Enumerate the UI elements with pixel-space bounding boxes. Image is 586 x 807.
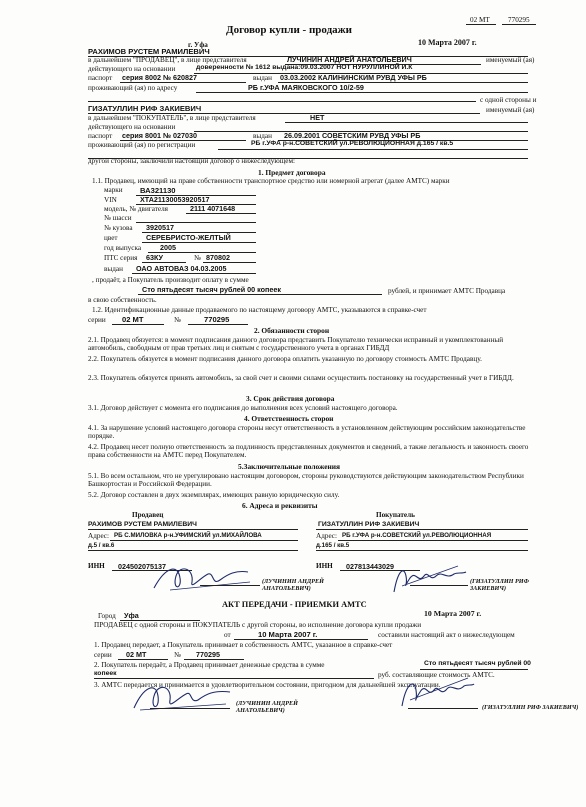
seller-name: РАХИМОВ РУСТЕМ РАМИЛЕВИЧ: [88, 47, 210, 56]
top-number: 770295: [508, 16, 530, 24]
model-engine-label: модель, № двигателя: [104, 205, 168, 213]
buyer-inn: 027813443029: [346, 562, 394, 571]
section-5-heading: 5.Заключительные положения: [238, 462, 341, 471]
contract-date: 10 Марта 2007 г.: [418, 38, 477, 47]
pts-series: 63КУ: [146, 253, 164, 262]
seller-sig-caption-2: АНАТОЛЬЕВИЧ): [262, 585, 311, 592]
clause-1-2: 1.2. Идентификационные данные продаваемого по настоящему договору АМТС, указываются в справке-счет: [92, 306, 427, 314]
act-number: 770295: [196, 650, 220, 659]
act-seller-signature-icon: [130, 676, 240, 716]
car-engine: 2111 4071648: [190, 204, 236, 213]
act-from-label: от: [224, 631, 231, 639]
seller-inn-label: ИНН: [88, 562, 105, 570]
act-city-label: Город: [98, 612, 116, 620]
sig-seller-addr-1: РБ С.МИЛОВКА р-н.УФИМСКИЙ ул.МИХАЙЛОВА: [114, 532, 262, 539]
buyer-named-text: в дальнейшем "ПОКУПАТЕЛЬ", в лице представителя: [88, 114, 256, 122]
sig-buyer-addr-2: д.165 / кв.5: [316, 542, 350, 549]
passport-label-2: паспорт: [88, 132, 113, 140]
passport-label: паспорт: [88, 74, 113, 82]
cert-number: 770295: [204, 315, 230, 324]
city-label: г. Уфа: [188, 41, 208, 49]
seller-column-title: Продавец: [132, 511, 164, 519]
act-title: АКТ ПЕРЕДАЧИ - ПРИЕМКИ АМТС: [222, 600, 367, 609]
buyer-imenuemy-label: именуемый (ая): [486, 106, 535, 114]
act-series: 02 МТ: [126, 650, 147, 659]
cert-number-label: №: [174, 316, 181, 324]
clause-1-1: 1.1. Продавец, имеющий на праве собственности транспортное средство или номерной агрегат (далее АМТС) марки: [92, 177, 450, 185]
act-clause-2: 2. Покупатель передаёт, а Продавец принимает денежные средства в сумме: [94, 661, 325, 669]
section-6-heading: 6. Адреса и реквизиты: [242, 501, 318, 510]
buyer-column-title: Покупатель: [376, 511, 415, 519]
act-header-date: 10 Марта 2007 г.: [424, 609, 482, 618]
buyer-passport: серия 8001 № 027030: [122, 131, 197, 140]
pts-issued-label: выдан: [104, 265, 123, 273]
act-clause-1: 1. Продавец передает, а Покупатель принимает в собственность АМТС, указанное в справке-счет: [94, 641, 393, 649]
cert-series-label: серии: [88, 316, 106, 324]
pts-number: 870802: [206, 253, 230, 262]
act-kopeks: копеек: [94, 670, 117, 677]
car-body: 3920517: [146, 223, 174, 232]
seller-sig-caption-1: (ЛУЧИНИН АНДРЕЙ: [262, 578, 324, 585]
section-4-heading: 4. Ответственность сторон: [244, 414, 334, 423]
seller-basis: доверенности № 1612 выдана:09.03.2007 НОТ НУРУЛЛИНОЙ И.К: [196, 64, 413, 71]
sig-seller-name: РАХИМОВ РУСТЕМ РАМИЛЕВИЧ: [88, 521, 197, 528]
clause-4-2: 4.2. Продавец несет полную ответственность за подлинность представленных документов и сведений, а также легальность и законность своего права собственности на АМТС перед Покупателем.: [88, 443, 529, 460]
car-color: СЕРЕБРИСТО-ЖЕЛТЫЙ: [146, 233, 231, 242]
act-seller-caption: (ЛУЧИНИН АНДРЕЙ АНАТОЛЬЕВИЧ): [236, 700, 298, 714]
sold-text: , продаёт, а Покупатель производит оплату в сумме: [92, 276, 249, 284]
vin-label: VIN: [104, 196, 117, 204]
act-buyer-caption: (ГИЗАТУЛЛИН РИФ ЗАКИЕВИЧ): [482, 704, 579, 711]
buyer-sig-caption-1: (ГИЗАТУЛЛИН РИФ: [470, 578, 529, 585]
acting-basis-label-2: действующего на основании: [88, 123, 176, 131]
residence-label-2: проживающий (ая) по регистрации: [88, 141, 196, 149]
clause-4-1: 4.1. За нарушение условий настоящего договора стороны несут ответственность в установленном действующим российским законодательстве порядке.: [88, 424, 526, 441]
buyer-rep: НЕТ: [310, 113, 325, 122]
other-side-text: другой стороны, заключили настоящий договор о нижеследующем:: [88, 157, 296, 165]
seller-issued: 03.03.2002 КАЛИНИНСКИМ РУВД УФЫ РБ: [280, 73, 427, 82]
cert-series: 02 МТ: [122, 315, 144, 324]
buyer-address: РБ г.УФА р-н.СОВЕТСКИЙ ул.РЕВОЛЮЦИОННАЯ д.165 / кв.5: [251, 140, 454, 147]
car-marka: ВА321130: [140, 186, 176, 195]
act-price: Сто пятьдесят тысяч рублей 00: [424, 660, 531, 667]
marka-label: марки: [104, 186, 123, 194]
section-1-heading: 1. Предмет договора: [258, 168, 326, 177]
act-number-label: №: [174, 651, 181, 659]
seller-signature-icon: [150, 560, 260, 596]
act-city: Уфа: [124, 611, 139, 620]
buyer-inn-label: ИНН: [316, 562, 333, 570]
seller-inn: 024502075137: [118, 562, 166, 571]
acting-basis-label: действующего на основании: [88, 65, 176, 73]
seller-named-text: в дальнейшем "ПРОДАВЕЦ", в лице представителя: [88, 56, 247, 64]
buyer-signature-icon: [388, 562, 468, 596]
act-intro-tail: составили настоящий акт о нижеследующем: [378, 631, 515, 639]
pts-number-label: №: [194, 254, 201, 262]
pts-issued: ОАО АВТОВАЗ 04.03.2005: [136, 264, 227, 273]
sig-buyer-addr-1: РБ г.УФА р-н.СОВЕТСКИЙ ул.РЕВОЛЮЦИОННАЯ: [342, 532, 492, 539]
buyer-addr-label: Адрес:: [316, 532, 337, 540]
act-clause-3: 3. АМТС передается и принимается в удовлетворительном состоянии, пригодном для дальнейшей эксплуатации.: [94, 681, 441, 689]
clause-2-3: 2.3. Покупатель обязуется принять автомобиль, за свой счет и своими силами осуществить постановку на государственный учет в ГИБДД.: [88, 374, 514, 382]
seller-address: РБ г.УФА МАЯКОВСКОГО 10/2-59: [248, 83, 364, 92]
car-year: 2005: [160, 243, 176, 252]
section-2-heading: 2. Обязанности сторон: [254, 326, 330, 335]
issued-label: выдан: [253, 74, 272, 82]
document-title: Договор купли - продажи: [226, 24, 352, 36]
act-contract-date: 10 Марта 2007 г.: [258, 630, 318, 639]
seller-addr-label: Адрес:: [88, 532, 109, 540]
sig-buyer-name: ГИЗАТУЛЛИН РИФ ЗАКИЕВИЧ: [318, 521, 420, 528]
ownership-text: в свою собственность.: [88, 296, 157, 304]
act-price-tail: руб. составляющие стоимость АМТС.: [378, 671, 495, 679]
imenuemy-label: именуемый (ая): [486, 56, 535, 64]
seller-rep: ЛУЧИНИН АНДРЕЙ АНАТОЛЬЕВИЧ: [287, 55, 412, 64]
issued-label-2: выдан: [253, 132, 272, 140]
clause-5-2: 5.2. Договор составлен в двух экземплярах, имеющих равную юридическую силу.: [88, 491, 340, 499]
clause-3-1: 3.1. Договор действует с момента его подписания до выполнения всех условий настоящего договора.: [88, 404, 398, 412]
clause-2-2: 2.2. Покупатель обязуется в момент подписания данного договора оплатить указанную по договору стоимость АМТС Продавцу.: [88, 355, 482, 363]
clause-2-1: 2.1. Продавец обязуется: в момент подписания данного договора представить Покупателю технически исправный и укомплектованный автомобиль, свободным от прав третьих лиц и снятым с государственного учета в органах ГИБДД: [88, 336, 504, 353]
top-series: 02 МТ: [470, 16, 490, 24]
residence-label: проживающий (ая) по адресу: [88, 84, 178, 92]
sale-price: Сто пятьдесят тысяч рублей 00 копеек: [142, 285, 281, 294]
section-3-heading: 3. Срок действия договора: [246, 394, 335, 403]
body-label: № кузова: [104, 224, 133, 232]
act-series-label: серии: [94, 651, 112, 659]
buyer-issued: 26.09.2001 СОВЕТСКИМ РУВД УФЫ РБ: [284, 131, 421, 140]
act-buyer-signature-icon: [396, 672, 476, 712]
sig-seller-addr-2: д.5 / кв.6: [88, 542, 115, 549]
buyer-sig-caption-2: ЗАКИЕВИЧ): [470, 585, 507, 592]
seller-passport: серия 8002 № 620827: [122, 73, 197, 82]
chassis-label: № шасси: [104, 214, 132, 222]
color-label: цвет: [104, 234, 118, 242]
clause-5-1: 5.1. Во всем остальном, что не урегулировано настоящим договором, стороны руководствуются действующим законодательством Республики Башкортостан и Российской Федерации.: [88, 472, 524, 489]
act-intro: ПРОДАВЕЦ с одной стороны и ПОКУПАТЕЛЬ с другой стороны, во исполнение договора купли продажи: [94, 621, 422, 629]
pts-label: ПТС серия: [104, 254, 138, 262]
year-label: год выпуска: [104, 244, 142, 252]
buyer-name: ГИЗАТУЛЛИН РИФ ЗАКИЕВИЧ: [88, 104, 202, 113]
price-tail-text: рублей, и принимает АМТС Продавца: [388, 287, 506, 295]
car-vin: ХТА21130053920517: [140, 195, 210, 204]
one-side-text: с одной стороны и: [480, 96, 537, 104]
